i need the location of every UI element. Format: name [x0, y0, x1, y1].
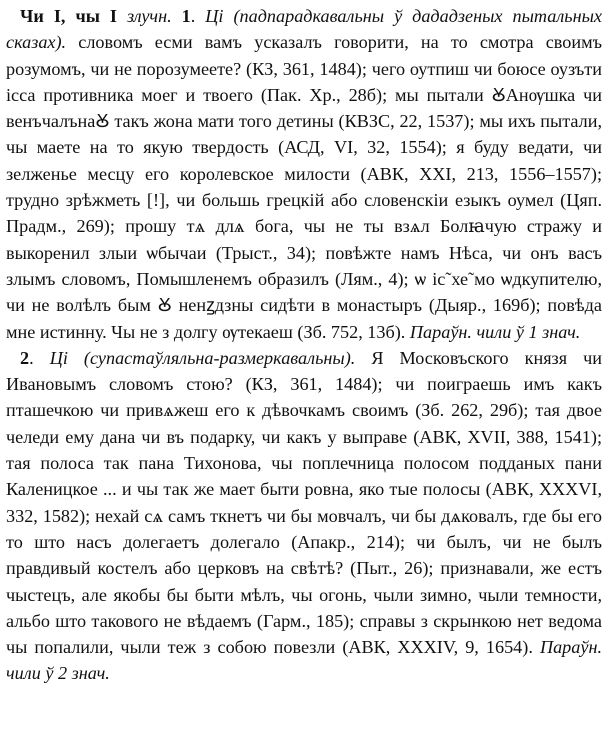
part-of-speech-label: злучн.: [127, 6, 172, 26]
sense-1-paragraph: Чи I, чы I злучн. 1. Ці (падпарадкавальны ў дададзеных пытальных сказах). словомъ есми вамъ усказалъ говорити, на то смотра своимъ розумомъ, чи не порозумеете? (КЗ, 361, 1484); чего оутпиш чи боюсе оузъти ісса противника моег и твоего (Пак. Хр., 28б); мы пытали ꙊАнѹшка чи венъчалънаꙊ такъ жона мати того детины (КВЗС, 22, 1537); мы ихъ пытали, чы маете на то якую твердость (АСД, VI, 32, 1554); я буду ведати, чи зелженье месцу его королевское милости (АВК, XXI, 213, 1556–1557); трудно зрѣжметь [!], чи большь грецкій або словенскіи езыкъ оумел (Цяп. Прадм., 269); прошу тѧ длѧ бога, чы не ты взѧл Болꙗчую стражу и выкоренил злыи ѡбычаи (Трыст., 34); повѣжте намъ Нѣса, чи онъ васъ злымъ словомъ, Помышленемъ образилъ (Лям., 4); ѡ іс̃ хе̃ мо ѡдкупителю, чи не волѣлъ бым Ꙋ ненꙁдзны сидѣти в монастыръ (Дыяр., 169б); повѣда мне истинну. Чы не з долгу ѹтекаеш (Зб. 752, 13б). Параўн. чили ў 1 знач.: [6, 6, 603, 342]
sense-2-paragraph: 2. Ці (супастаўляльна-размеркавальны). Я Московъского князя чи Ивановымъ словомъ стою? (КЗ, 361, 1484); чи поиграешь имъ какъ пташечкою чи привѧжеш его к дѣвочкамъ своимъ (Зб. 262, 29б); тая двое челеди ему дана чи въ подарку, чи какъ у выправе (АВК, XVII, 388, 1541); тая полоса так пана Тихонова, чы поплечница полосом подданых пани Каленицкое ... и чы так же мает быти ровна, яко тые полосы (АВК, XXXVI, 332, 1582); нехай сѧ самъ ткнетъ чи бы мовчалъ, чи бы дѧковалъ, где бы его то што насъ долегаетъ долегало (Апакр., 214); чи былъ, чи не былъ правдивый костелъ або церковъ на свѣтѣ? (Пыт., 26); признавали, же естъ чыстецъ, але якобы бы быти мѣлъ, чы огонь, чыли зимно, чыли темности, альбо што такового не вѣдаемъ (Гарм., 185); справы з скрынкою нет ведома чы попалили, чыли теж з собою повезли (АВК, XXXIV, 9, 1654). Параўн. чили ў 2 знач.: [6, 347, 603, 684]
sense-2-cross-reference: Параўн. чили ў 2 знач.: [6, 637, 603, 684]
sense-2-number: 2: [20, 347, 30, 368]
sense-1-number: 1: [181, 6, 191, 26]
headword: Чи I, чы I: [20, 6, 117, 26]
sense-2-definition: Ці (супастаўляльна-размеркавальны).: [49, 347, 356, 368]
sense-1-cross-reference: Параўн. чили ў 1 знач.: [409, 321, 581, 342]
sense-1-definition: Ці (падпарадкавальны ў дададзеных пытальных сказах).: [6, 6, 602, 53]
dictionary-entry: [6, 3, 602, 687]
sense-2-citations: Я Московъского князя чи Ивановымъ словомъ стою? (КЗ, 361, 1484); чи поиграешь имъ какъ пташечкою чи привѧжеш его к дѣвочкамъ своимъ (Зб. 262, 29б); тая двое челеди ему дана чи въ подарку, чи какъ у выправе (АВК, XVII, 388, 1541); тая полоса так пана Тихонова, чы поплечница полосом подданых пани Каленицкое ... и чы так же мает быти ровна, яко тые полосы (АВК, XXXVI, 332, 1582); нехай сѧ самъ ткнетъ чи бы мовчалъ, чи бы дѧковалъ, где бы его то што насъ долегаетъ долегало (Апакр., 214); чи былъ, чи не былъ правдивый костелъ або церковъ на свѣтѣ? (Пыт., 26); признавали, же естъ чыстецъ, але якобы бы быти мѣлъ, чы огонь, чыли зимно, чыли темности, альбо што такового не вѣдаемъ (Гарм., 185); справы з скрынкою нет ведома чы попалили, чыли теж з собою повезли (АВК, XXXIV, 9, 1654).: [6, 347, 603, 658]
sense-1-citations: словомъ есми вамъ усказалъ говорити, на то смотра своимъ розумомъ, чи не порозумеете? (КЗ, 361, 1484); чего оутпиш чи боюсе оузъти ісса противника моег и твоего (Пак. Хр., 28б); мы пытали ꙊАнѹшка чи венъчалънаꙊ такъ жона мати того детины (КВЗС, 22, 1537); мы ихъ пытали, чы маете на то якую твердость (АСД, VI, 32, 1554); я буду ведати, чи зелженье месцу его королевское милости (АВК, XXI, 213, 1556–1557); трудно зрѣжметь [!], чи большь грецкій або словенскіи езыкъ оумел (Цяп. Прадм., 269); прошу тѧ длѧ бога, чы не ты взѧл Болꙗчую стражу и выкоренил злыи ѡбычаи (Трыст., 34); повѣжте намъ Нѣса, чи онъ васъ злымъ словомъ, Помышленемъ образилъ (Лям., 4); ѡ іс̃ хе̃ мо ѡдкупителю, чи не волѣлъ бым Ꙋ ненꙁдзны сидѣти в монастыръ (Дыяр., 169б); повѣда мне истинну. Чы не з долгу ѹтекаеш (Зб. 752, 13б).: [6, 32, 603, 342]
